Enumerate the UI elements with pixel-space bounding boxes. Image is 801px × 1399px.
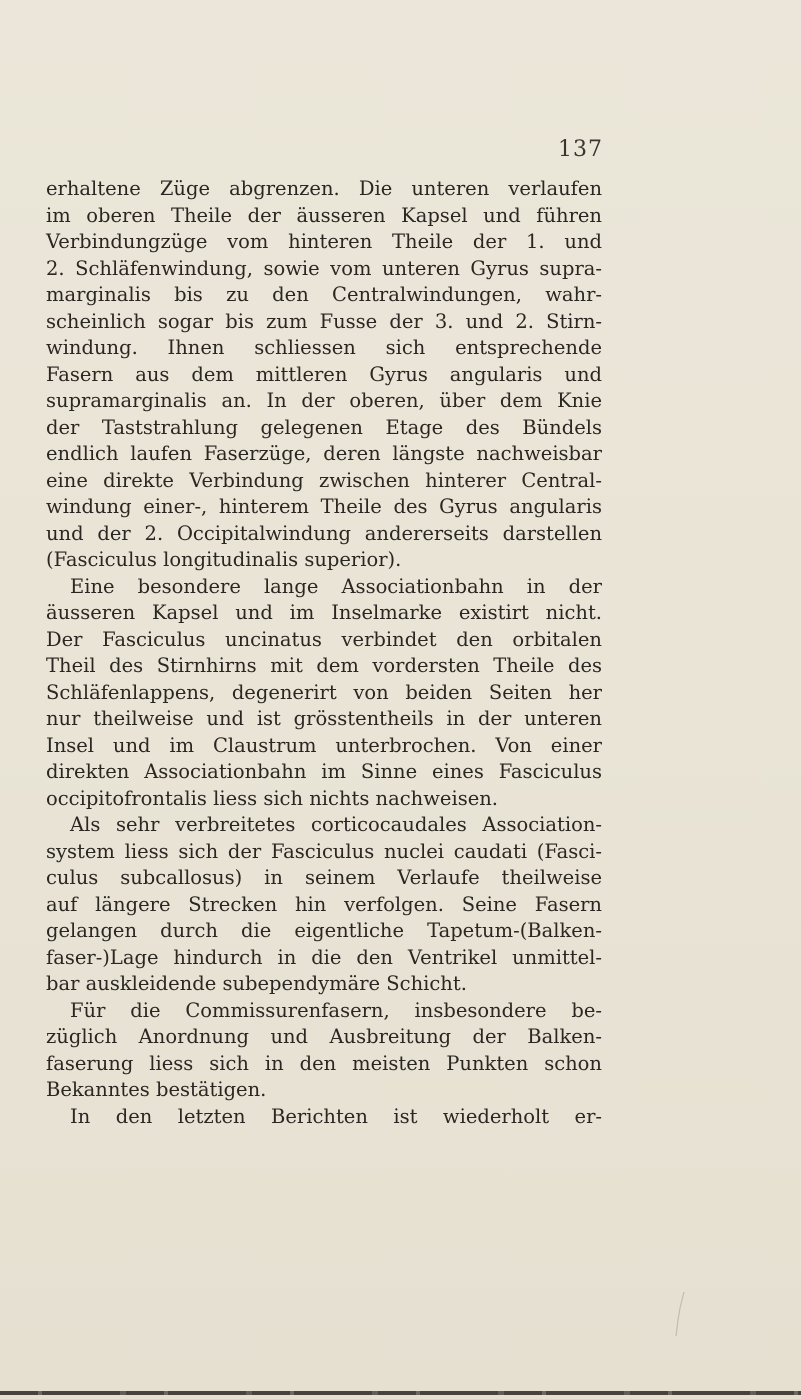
page-edge-shadow [0,1391,801,1395]
text-line: culus subcallosus) in seinem Verlaufe theilweise [46,866,602,889]
text-line: scheinlich sogar bis zum Fusse der 3. und 2. Stirn- [46,309,602,333]
body-text [46,176,602,1130]
text-line: supramarginalis an. In der oberen, über dem Knie [46,389,602,412]
text-line: Schläfenlappens, degenerirt von beiden Seiten her [46,680,602,704]
text-line: gelangen durch die eigentliche Tapetum-(Balken- [46,919,602,942]
text-line: direkten Associationbahn im Sinne eines Fasciculus [46,760,602,783]
text-line: im oberen Theile der äusseren Kapsel und führen [46,203,602,227]
text-line: nur theilweise und ist grösstentheils in der unteren [46,707,602,730]
text-line: Insel und im Claustrum unterbrochen. Von einer [46,733,602,757]
text-line: marginalis bis zu den Centralwindungen, wahr- [46,283,602,306]
text-line: Theil des Stirnhirns mit dem vordersten Theile des [46,654,602,677]
text-line: system liess sich der Fasciculus nuclei caudati (Fasci- [46,839,602,863]
text-line: faserung liess sich in den meisten Punkten schon [46,1051,602,1075]
text-line: windung einer-, hinterem Theile des Gyrus angularis [46,495,602,518]
text-line: und der 2. Occipitalwindung andererseits darstellen [46,521,602,545]
text-line: Fasern aus dem mittleren Gyrus angularis und [46,362,602,386]
text-line: (Fasciculus longitudinalis superior). [46,548,402,571]
text-line: Bekanntes bestätigen. [46,1078,267,1101]
text-line: der Taststrahlung gelegenen Etage des Bündels [46,415,602,439]
pencil-mark [674,1290,688,1338]
text-line: Für die Commissurenfasern, insbesondere be- [70,998,602,1022]
text-line: 2. Schläfenwindung, sowie vom unteren Gyrus supra- [46,256,602,280]
text-line: occipitofrontalis liess sich nichts nachweisen. [46,786,498,810]
text-line: windung. Ihnen schliessen sich entsprechende [46,336,602,359]
text-line: erhaltene Züge abgrenzen. Die unteren verlaufen [46,177,602,200]
text-line: endlich laufen Faserzüge, deren längste nachweisbar [46,442,602,465]
text-line: äusseren Kapsel und im Inselmarke existirt nicht. [46,601,602,624]
text-line: züglich Anordnung und Ausbreitung der Balken- [46,1025,602,1048]
text-line: bar auskleidende subependymäre Schicht. [46,972,467,995]
text-line: In den letzten Berichten ist wiederholt er- [70,1104,602,1128]
text-line: auf längere Strecken hin verfolgen. Seine Fasern [46,892,602,916]
text-line: Eine besondere lange Associationbahn in der [70,574,602,598]
text-line: eine direkte Verbindung zwischen hinterer Central- [46,468,602,492]
text-line: Der Fasciculus uncinatus verbindet den orbitalen [46,627,602,651]
text-line: Verbindungzüge vom hinteren Theile der 1. und [46,230,602,253]
text-line: Als sehr verbreitetes corticocaudales Association- [70,813,602,836]
page-number: 137 [558,137,603,162]
text-line: faser-)Lage hindurch in die den Ventrikel unmittel- [46,945,602,969]
